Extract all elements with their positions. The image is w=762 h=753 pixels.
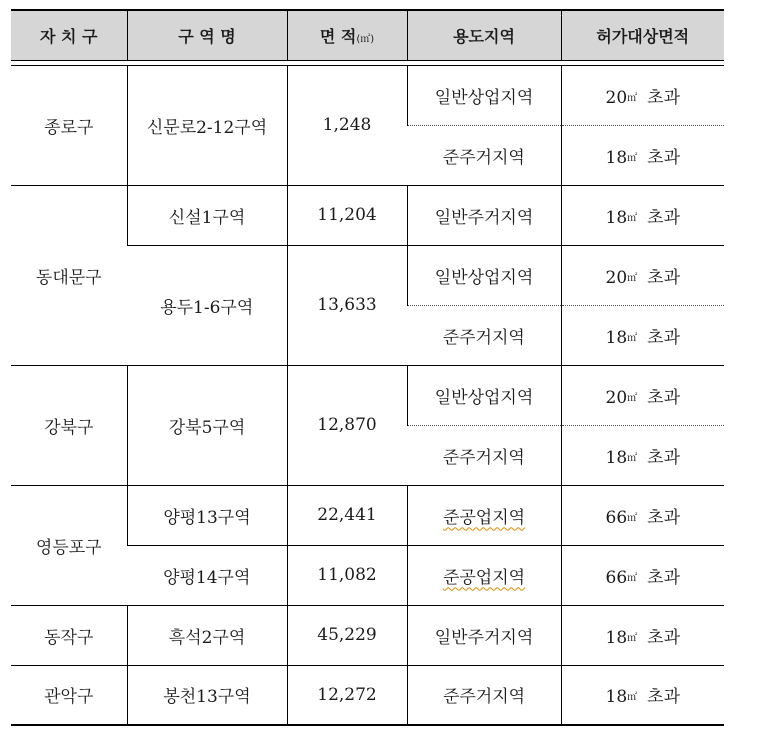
exceed-label: 초과 [647, 267, 680, 288]
area-cell: 12,870 [287, 365, 407, 485]
unit-symbol: ㎡ [627, 692, 638, 704]
header-usage: 용도지역 [407, 10, 561, 60]
unit-symbol: ㎡ [627, 632, 638, 644]
permit-value: 18 [605, 627, 628, 648]
permit-cell [561, 665, 724, 725]
permit-cell [561, 545, 724, 605]
district-cell: 종로구 [11, 65, 127, 185]
usage-cell [407, 545, 561, 605]
header-zone: 구 역 명 [127, 10, 287, 60]
usage-cell: 일반상업지역 [407, 365, 561, 425]
table-row [11, 65, 724, 125]
district-cell: 영등포구 [11, 485, 127, 605]
usage-cell: 준주거지역 [407, 305, 561, 365]
usage-text: 준공업지역 [442, 507, 526, 528]
permit-value: 18 [605, 207, 628, 228]
header-area-unit: (㎡) [356, 33, 375, 45]
area-cell: 1,248 [287, 65, 407, 185]
permit-area-table [11, 9, 724, 726]
permit-value: 18 [605, 687, 628, 708]
permit-cell [561, 185, 724, 245]
usage-cell: 일반주거지역 [407, 605, 561, 665]
table-row [11, 365, 724, 425]
permit-value: 18 [605, 147, 628, 168]
district-cell: 동대문구 [11, 185, 127, 365]
permit-value: 20 [605, 267, 628, 288]
header-permit-area: 허가대상면적 [561, 10, 724, 60]
district-cell: 강북구 [11, 365, 127, 485]
zone-cell: 강북5구역 [127, 365, 287, 485]
zone-cell: 신설1구역 [127, 185, 287, 245]
zone-cell: 양평13구역 [127, 485, 287, 545]
permit-cell [561, 365, 724, 425]
usage-cell: 일반주거지역 [407, 185, 561, 245]
permit-cell [561, 245, 724, 305]
permit-value: 66 [605, 507, 628, 528]
unit-symbol: ㎡ [627, 572, 638, 584]
header-row [11, 10, 724, 60]
usage-cell: 준주거지역 [407, 425, 561, 485]
unit-symbol: ㎡ [627, 392, 638, 404]
exceed-label: 초과 [647, 567, 680, 588]
exceed-label: 초과 [647, 447, 680, 468]
unit-symbol: ㎡ [627, 512, 638, 524]
usage-cell: 준주거지역 [407, 125, 561, 185]
zone-cell: 양평14구역 [127, 545, 287, 605]
permit-value: 18 [605, 447, 628, 468]
permit-cell [561, 65, 724, 125]
zone-cell: 흑석2구역 [127, 605, 287, 665]
area-cell: 11,204 [287, 185, 407, 245]
exceed-label: 초과 [647, 387, 680, 408]
exceed-label: 초과 [647, 687, 680, 708]
permit-value: 18 [605, 327, 628, 348]
permit-cell [561, 425, 724, 485]
header-area [287, 10, 407, 60]
zone-cell: 봉천13구역 [127, 665, 287, 725]
unit-symbol: ㎡ [627, 152, 638, 164]
unit-symbol: ㎡ [627, 332, 638, 344]
table-row [11, 485, 724, 545]
header-district: 자 치 구 [11, 10, 127, 60]
area-cell: 45,229 [287, 605, 407, 665]
table-row [11, 605, 724, 665]
unit-symbol: ㎡ [627, 212, 638, 224]
table-row [11, 665, 724, 725]
permit-value: 20 [605, 387, 628, 408]
permit-value: 66 [605, 567, 628, 588]
unit-symbol: ㎡ [627, 272, 638, 284]
area-cell: 12,272 [287, 665, 407, 725]
table-row [11, 185, 724, 245]
unit-symbol: ㎡ [627, 92, 638, 104]
permit-cell [561, 125, 724, 185]
permit-cell [561, 305, 724, 365]
zone-cell: 용두1-6구역 [127, 245, 287, 365]
usage-text: 준공업지역 [442, 567, 526, 588]
header-area-label: 면 적 [319, 26, 357, 46]
area-cell: 11,082 [287, 545, 407, 605]
area-cell: 22,441 [287, 485, 407, 545]
area-cell: 13,633 [287, 245, 407, 365]
district-cell: 동작구 [11, 605, 127, 665]
exceed-label: 초과 [647, 507, 680, 528]
exceed-label: 초과 [647, 327, 680, 348]
exceed-label: 초과 [647, 87, 680, 108]
permit-cell [561, 485, 724, 545]
exceed-label: 초과 [647, 147, 680, 168]
usage-cell: 일반상업지역 [407, 65, 561, 125]
exceed-label: 초과 [647, 207, 680, 228]
usage-cell [407, 485, 561, 545]
usage-cell: 준주거지역 [407, 665, 561, 725]
permit-value: 20 [605, 87, 628, 108]
permit-cell [561, 605, 724, 665]
district-cell: 관악구 [11, 665, 127, 725]
usage-cell: 일반상업지역 [407, 245, 561, 305]
unit-symbol: ㎡ [627, 452, 638, 464]
exceed-label: 초과 [647, 627, 680, 648]
zone-cell: 신문로2-12구역 [127, 65, 287, 185]
